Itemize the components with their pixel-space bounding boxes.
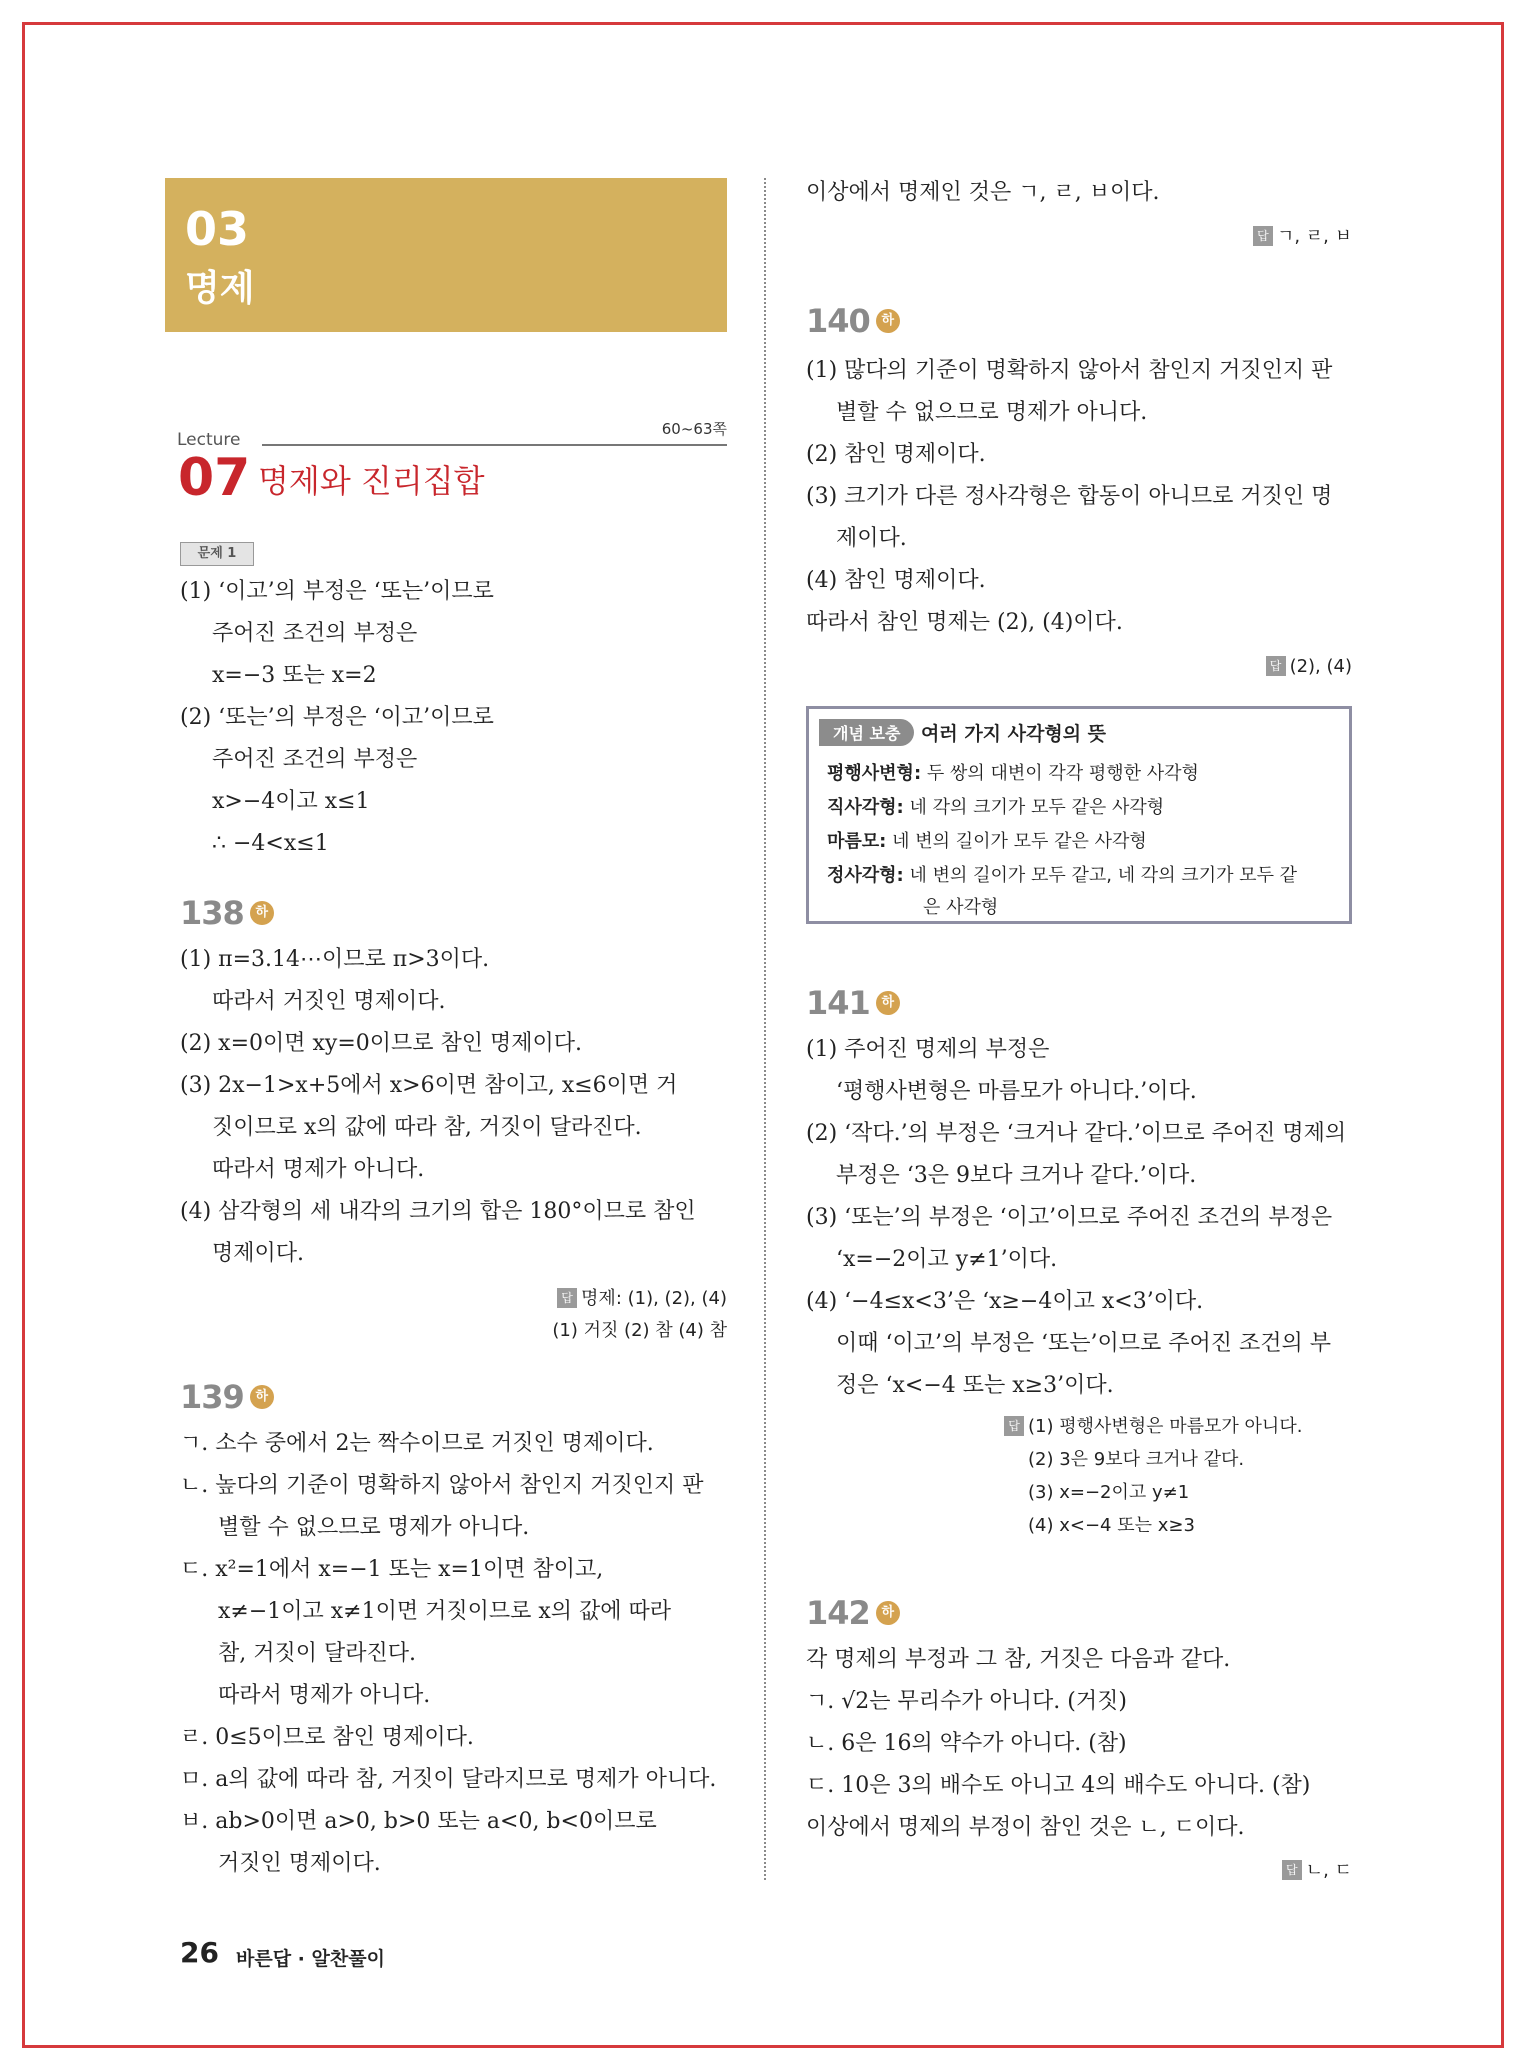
text-line: 정은 ‘x<−4 또는 x≥3’이다. [836,1373,1114,1398]
concept-row [827,793,1164,819]
concept-box [806,706,1352,924]
answer-text: (2), (4) [1289,656,1352,677]
text-line: 제이다. [836,526,907,551]
text-line: (2) ‘작다.’의 부정은 ‘크거나 같다.’이므로 주어진 명제의 [806,1121,1347,1146]
text-line: (1) ‘이고’의 부정은 ‘또는’이므로 [180,579,494,604]
concept-row [923,893,998,919]
text-line: ‘x=−2이고 y≠1’이다. [836,1247,1058,1272]
problem-tag: 문제 1 [180,542,254,566]
concept-row [827,827,1147,853]
lecture-label: Lecture [177,430,241,450]
level-badge: 하 [876,309,900,333]
text-line: (3) 2x−1>x+5에서 x>6이면 참이고, x≤6이면 거 [180,1073,678,1098]
answer-text: (4) x<−4 또는 x≥3 [1028,1515,1195,1536]
problem-141-header [806,984,900,1022]
answer-text: 명제: (1), (2), (4) [581,1288,727,1309]
text-line: 주어진 조건의 부정은 [212,621,418,646]
text-line: 따라서 거짓인 명제이다. [212,989,446,1014]
level-badge: 하 [250,1385,274,1409]
concept-def: 네 변의 길이가 모두 같은 사각형 [892,831,1147,852]
text-line: 주어진 조건의 부정은 [212,747,418,772]
problem-139-header [180,1378,274,1416]
text-line: (1) 주어진 명제의 부정은 [806,1037,1050,1062]
problem-140-header [806,302,900,340]
concept-term: 정사각형: [827,865,904,886]
text-line: ㅁ. a의 값에 따라 참, 거짓이 달라지므로 명제가 아니다. [180,1767,717,1792]
text-line: 이상에서 명제의 부정이 참인 것은 ㄴ, ㄷ이다. [806,1815,1245,1840]
lecture-title: 명제와 진리집합 [258,462,485,500]
answer-line [440,1284,727,1314]
text-line: (3) 크기가 다른 정사각형은 합동이 아니므로 거짓인 명 [806,484,1333,509]
answer-mark: 답 [1004,1416,1024,1436]
problem-number: 140 [806,302,870,340]
text-line: 따라서 참인 명제는 (2), (4)이다. [806,610,1123,635]
concept-def: 은 사각형 [923,897,999,918]
text-line: ㄴ. 6은 16의 약수가 아니다. (참) [806,1731,1127,1756]
text-line: 거짓인 명제이다. [218,1851,381,1876]
text-line: 짓이므로 x의 값에 따라 참, 거짓이 달라진다. [212,1115,642,1140]
text-line: 따라서 명제가 아니다. [218,1683,431,1708]
lecture-pages: 60~63쪽 [661,420,727,438]
answer-mark: 답 [1253,226,1273,246]
chapter-header [165,178,727,332]
answer-text: ㄱ, ㄹ, ㅂ [1276,226,1352,247]
answer-mark: 답 [1282,1860,1302,1880]
concept-term: 평행사변형: [827,763,922,784]
text-line: 부정은 ‘3은 9보다 크거나 같다.’이다. [836,1163,1197,1188]
text-line: (2) x=0이면 xy=0이므로 참인 명제이다. [180,1031,583,1056]
text-line: ㅂ. ab>0이면 a>0, b>0 또는 a<0, b<0이므로 [180,1809,657,1834]
text-line: ㄱ. √2는 무리수가 아니다. (거짓) [806,1689,1127,1714]
book-title: 바른답 · 알찬풀이 [236,1948,385,1970]
concept-def: 네 각의 크기가 모두 같은 사각형 [909,797,1165,818]
answer-line [1052,1856,1352,1886]
text-line: 이때 ‘이고’의 부정은 ‘또는’이므로 주어진 조건의 부 [836,1331,1331,1356]
text-line: 따라서 명제가 아니다. [212,1157,425,1182]
lecture-number: 07 [178,448,251,508]
answer-text: ㄴ, ㄷ [1305,1860,1352,1881]
text-line: ‘평행사변형은 마름모가 아니다.’이다. [836,1079,1197,1104]
concept-row [827,759,1199,785]
answer-text: (3) x=−2이고 y≠1 [1028,1482,1190,1503]
concept-badge: 개념 보충 [819,719,914,746]
text-line: ㄴ. 높다의 기준이 명확하지 않아서 참인지 거짓인지 판 [180,1473,704,1498]
text-line: 명제이다. [212,1241,305,1266]
problem-138-header [180,894,274,932]
column-divider [764,178,766,1880]
answer-mark: 답 [557,1288,577,1308]
text-line: ㄹ. 0≤5이므로 참인 명제이다. [180,1725,474,1750]
text-line: x≠−1이고 x≠1이면 거짓이므로 x의 값에 따라 [218,1599,672,1624]
text-line: (4) 삼각형의 세 내각의 크기의 합은 180°이므로 참인 [180,1199,696,1224]
text-line: 이상에서 명제인 것은 ㄱ, ㄹ, ㅂ이다. [806,180,1160,205]
chapter-title: 명제 [185,268,255,309]
answer-line [1004,1412,1302,1442]
text-line: ∴ −4<x≤1 [212,831,329,856]
concept-def: 두 쌍의 대변이 각각 평행한 사각형 [926,763,1199,784]
text-line: ㄱ. 소수 중에서 2는 짝수이므로 거짓인 명제이다. [180,1431,654,1456]
level-badge: 하 [876,991,900,1015]
answer-line [1052,652,1352,682]
text-line: 별할 수 없으므로 명제가 아니다. [836,400,1148,425]
text-line: (2) ‘또는’의 부정은 ‘이고’이므로 [180,705,494,730]
answer-text: (1) 거짓 (2) 참 (4) 참 [552,1320,727,1341]
text-line: x=−3 또는 x=2 [212,663,377,688]
level-badge: 하 [250,901,274,925]
text-line: (4) 참인 명제이다. [806,568,986,593]
concept-term: 직사각형: [827,797,904,818]
text-line: 별할 수 없으므로 명제가 아니다. [218,1515,530,1540]
text-line: (4) ‘−4≤x<3’은 ‘x≥−4이고 x<3’이다. [806,1289,1204,1314]
level-badge: 하 [876,1601,900,1625]
answer-line [1052,222,1352,252]
chapter-number: 03 [185,202,250,256]
text-line: 참, 거짓이 달라진다. [218,1641,416,1666]
problem-number: 141 [806,984,870,1022]
text-line: x>−4이고 x≤1 [212,789,370,814]
text-line: 각 명제의 부정과 그 참, 거짓은 다음과 같다. [806,1647,1231,1672]
text-line: (1) π=3.14⋯이므로 π>3이다. [180,947,490,972]
problem-number: 142 [806,1594,870,1632]
answer-mark: 답 [1266,656,1286,676]
concept-row [827,861,1297,887]
problem-142-header [806,1594,900,1632]
text-line: (2) 참인 명제이다. [806,442,986,467]
page-number: 26 [180,1936,219,1969]
text-line: ㄷ. 10은 3의 배수도 아니고 4의 배수도 아니다. (참) [806,1773,1311,1798]
text-line: (3) ‘또는’의 부정은 ‘이고’이므로 주어진 조건의 부정은 [806,1205,1333,1230]
problem-number: 138 [180,894,244,932]
answer-text: (1) 평행사변형은 마름모가 아니다. [1028,1416,1303,1437]
problem-number: 139 [180,1378,244,1416]
text-line: ㄷ. x²=1에서 x=−1 또는 x=1이면 참이고, [180,1557,604,1582]
text-line: (1) 많다의 기준이 명확하지 않아서 참인지 거짓인지 판 [806,358,1333,383]
lecture-rule [262,444,727,446]
concept-def: 네 변의 길이가 모두 같고, 네 각의 크기가 모두 같 [909,865,1298,886]
concept-term: 마름모: [827,831,887,852]
concept-title: 여러 가지 사각형의 뜻 [921,723,1107,745]
answer-text: (2) 3은 9보다 크거나 같다. [1028,1449,1245,1470]
